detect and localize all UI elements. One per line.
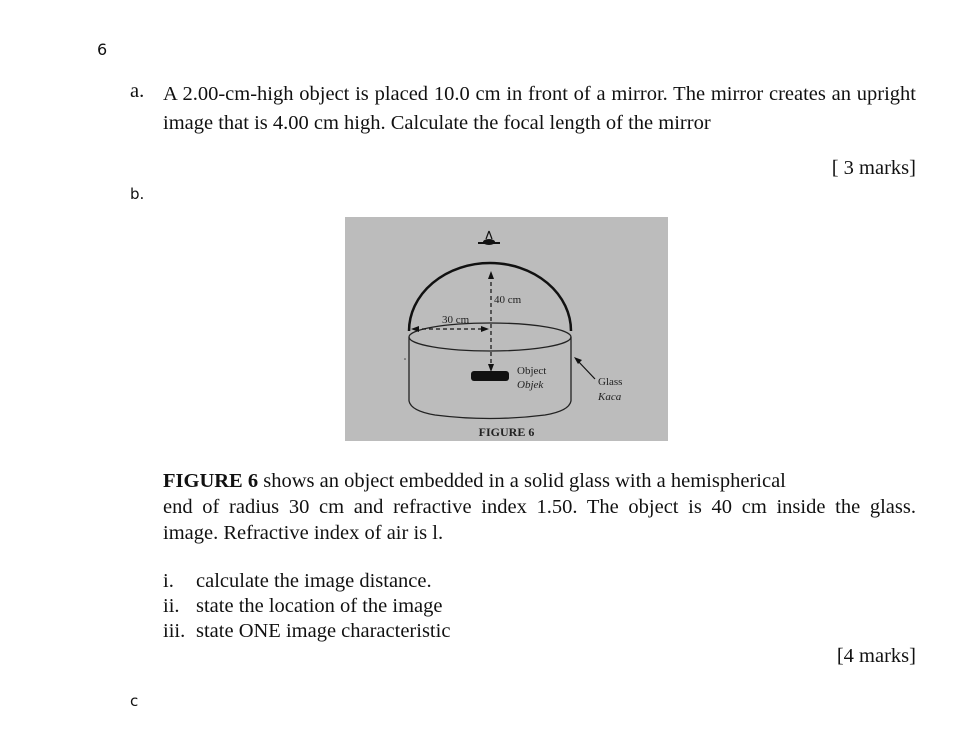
eye-icon: [478, 231, 500, 245]
glass-hemisphere-diagram: [345, 217, 668, 441]
hemisphere-outline: [409, 263, 571, 331]
part-a-label: a.: [130, 80, 145, 102]
part-a-marks: [ 3 marks]: [831, 157, 916, 179]
part-a-text: A 2.00-cm-high object is placed 10.0 cm in front of a mirror. The mirror creates an upright image that is 4.00 cm high. Calculate the focal length of the mirror: [163, 83, 916, 134]
part-c-label: c: [130, 692, 139, 710]
figure-reference: FIGURE 6: [163, 470, 259, 492]
question-number: 6: [97, 40, 108, 59]
object-label-malay: Objek: [517, 379, 544, 391]
description-line-2: end of radius 30 cm and refractive index 1.50. The object is 40 cm inside the glass.: [163, 496, 916, 518]
label-30cm: 30 cm: [442, 314, 470, 326]
description-line-1: shows an object embedded in a solid glass with a hemispherical: [258, 470, 786, 492]
part-b-label: b.: [130, 185, 145, 203]
part-b-description: [163, 468, 916, 546]
object-label: Object: [517, 365, 547, 377]
glass-label-malay: Kaca: [598, 391, 622, 403]
subquestion-item: iii. state ONE image characteristic: [163, 620, 451, 642]
glass-label: Glass: [598, 376, 623, 388]
description-line-3: image. Refractive index of air is l.: [163, 522, 444, 544]
part-b-marks: [4 marks]: [836, 645, 916, 667]
subquestion-item: i. calculate the image distance.: [163, 570, 432, 592]
label-40cm: 40 cm: [494, 294, 522, 306]
subquestion-list: [163, 569, 450, 644]
figure-caption: FIGURE 6: [478, 425, 535, 439]
object-block: [471, 371, 509, 381]
figure-6: [345, 217, 668, 441]
subquestion-item: ii. state the location of the image: [163, 595, 443, 617]
